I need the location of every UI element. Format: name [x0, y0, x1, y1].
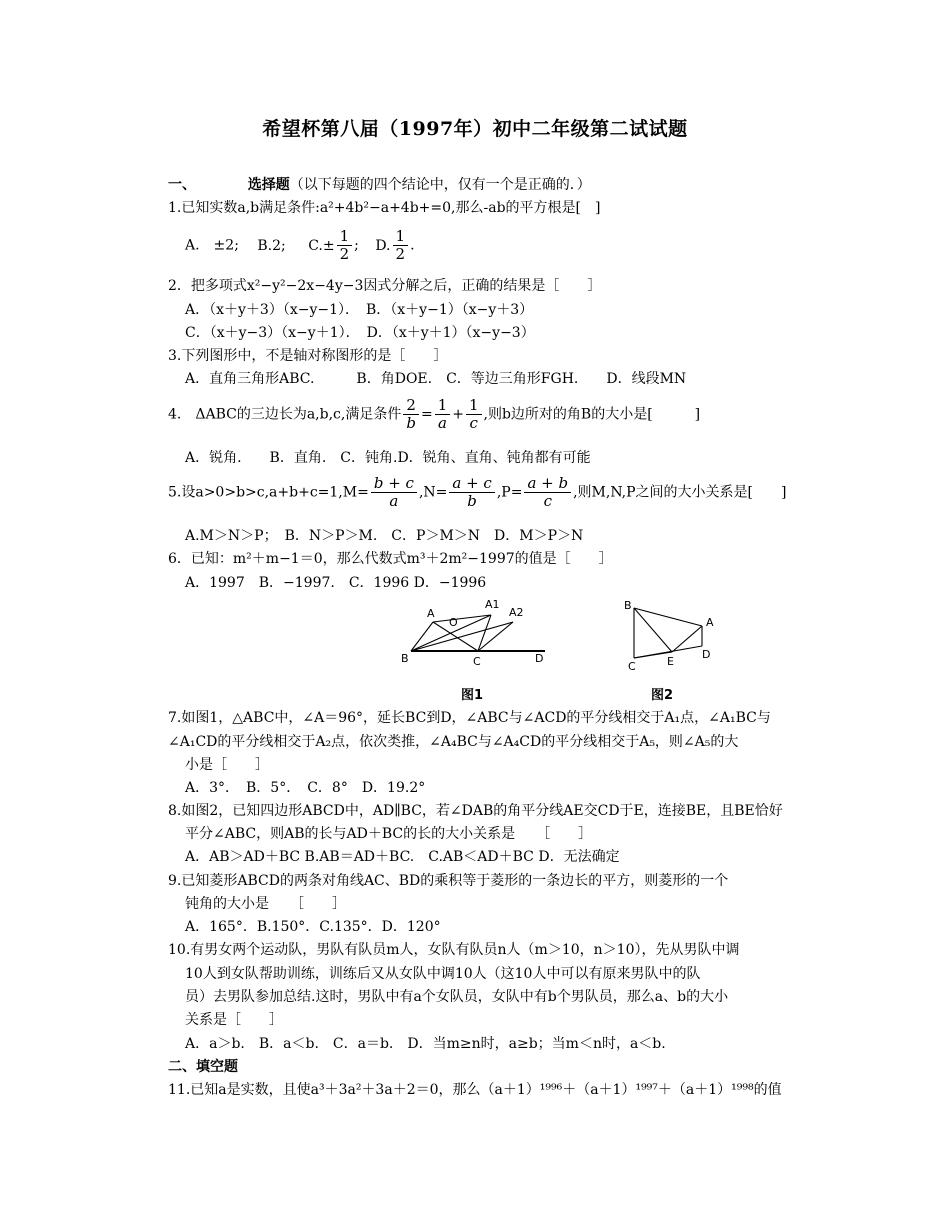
- option-c-suffix: ;: [354, 237, 359, 254]
- option-d-prefix: D.: [375, 237, 391, 254]
- question-2-options-ab: A．（x＋y＋3）（x−y−1）． B．（x＋y−1）（x−y＋3）: [185, 302, 534, 318]
- fraction-p: $\frac{a + b}{c}$: [524, 475, 571, 510]
- question-8-line-1: 8.如图2，已知四边形ABCD中，AD∥BC，若∠DAB的角平分线AE交CD于E，连接BE，且BE恰好: [168, 803, 783, 819]
- question-10-line-3: 员）去男队参加总结.这时，男队中有a个女队员，女队中有b个男队员，那么a、b的大小: [185, 989, 729, 1005]
- question-3-options: A．直角三角形ABC. B．角DOE. C．等边三角形FGH. D．线段MN: [185, 371, 687, 387]
- figure-label: C: [473, 655, 481, 668]
- question-2-options-cd: C．（x＋y−3）（x−y＋1）． D．（x＋y＋1）（x−y−3）: [185, 325, 535, 341]
- figure-label: E: [667, 655, 674, 668]
- figure-2: [622, 596, 722, 675]
- question-10-options: A．a＞b. B．a＜b. C．a＝b. D．当m≥n时，a≥b；当m＜n时，a＜b.: [185, 1036, 666, 1052]
- option-a: A. ±2;: [185, 237, 239, 254]
- question-11: 11.已知a是实数，且使a³＋3a²＋3a＋2＝0，那么（a＋1）¹⁹⁹⁶＋（a＋1）¹⁹⁹⁷＋（a＋1）¹⁹⁹⁸的值: [168, 1082, 782, 1098]
- question-6-options: A．1997 B．−1997. C．1996 D．−1996: [185, 575, 487, 591]
- section-two-header: 二、填空题: [168, 1059, 238, 1075]
- question-10-line-2: 10人到女队帮助训练，训练后又从女队中调10人（这10人中可以有原来男队中的队: [185, 966, 701, 982]
- question-10-line-1: 10.有男女两个运动队，男队有队员m人，女队有队员n人（m＞10，n＞10），先从男队中调: [168, 942, 740, 958]
- fraction: $\frac{1}{a}$: [435, 397, 451, 432]
- question-4: [168, 397, 700, 432]
- question-10-line-4: 关系是［ ］: [185, 1012, 283, 1028]
- question-7-line-1: 7.如图1，△ABC中，∠A＝96°，延长BC到D，∠ABC与∠ACD的平分线相交于A₁点，∠A₁BC与: [168, 710, 771, 726]
- question-3: 3.下列图形中，不是轴对称图形的是［ ］: [168, 348, 448, 364]
- question-7-line-3: 小是［ ］: [185, 757, 269, 773]
- page-title: 希望杯第八届（1997年）初中二年级第二试试题: [262, 118, 688, 140]
- question-4-suffix: ,则b边所对的角B的大小是[ ]: [483, 406, 701, 423]
- figure-label: D: [702, 648, 711, 661]
- figure-label: B: [401, 652, 409, 665]
- figure-label: D: [535, 652, 544, 665]
- question-4-prefix: 4. ΔABC的三边长为a,b,c,满足条件: [168, 406, 402, 423]
- section-number: 一、: [168, 177, 196, 193]
- figure-label: A2: [509, 606, 524, 619]
- fraction: $\frac{2}{b}$: [403, 397, 419, 432]
- plus-sign: +: [452, 406, 464, 423]
- fraction: $\frac{1}{2}$: [337, 228, 353, 263]
- question-5-suffix: ,则M,N,P之间的大小关系是[ ]: [573, 484, 787, 501]
- question-7-line-2: ∠A₁CD的平分线相交于A₂点，依次类推，∠A₄BC与∠A₄CD的平分线相交于A₅，则∠A₅的大: [168, 734, 739, 750]
- figure-2-caption: 图2: [651, 688, 674, 703]
- n-label: ,N=: [418, 484, 448, 501]
- question-9-line-2: 钝角的大小是 ［ ］: [185, 896, 346, 912]
- fraction: $\frac{1}{2}$: [393, 228, 409, 263]
- figure-label: O: [449, 616, 458, 629]
- section-note: （以下每题的四个结论中，仅有一个是正确的．）: [289, 177, 591, 193]
- option-d-suffix: .: [410, 237, 415, 254]
- fraction: $\frac{1}{c}$: [466, 397, 482, 432]
- question-6: 6．已知：m²＋m−1＝0，那么代数式m³＋2m²−1997的值是［ ］: [168, 551, 613, 567]
- section-label: 选择题: [247, 177, 290, 193]
- question-5-prefix: 5.设a>0>b>c,a+b+c=1,M=: [168, 484, 369, 501]
- question-1-options: [185, 228, 415, 263]
- equals-sign: =: [420, 406, 433, 423]
- question-1: 1.已知实数a,b满足条件:a²+4b²−a+4b+=0,那么-ab的平方根是[ ]: [168, 200, 601, 216]
- question-7-options: A．3°． B．5°． C．8° D．19.2°: [185, 780, 426, 796]
- question-2: 2．把多项式x²−y²−2x−4y−3因式分解之后，正确的结果是［ ］: [168, 278, 602, 294]
- figure-label: C: [628, 660, 636, 671]
- figure-1-caption: 图1: [461, 688, 484, 703]
- question-4-options: A．锐角. B．直角. C．钝角.D．锐角、直角、钝角都有可能: [185, 450, 591, 466]
- question-5: [168, 475, 786, 510]
- figure-label: B: [624, 599, 632, 612]
- question-8-options: A．AB＞AD＋BC B.AB＝AD＋BC. C.AB＜AD＋BC D．无法确定: [185, 849, 620, 865]
- figure-1: [393, 596, 553, 670]
- question-9-line-1: 9.已知菱形ABCD的两条对角线AC、BD的乘积等于菱形的一条边长的平方，则菱形的一个: [168, 873, 729, 889]
- fraction-n: $\frac{a + c}{b}$: [449, 475, 494, 510]
- question-8-line-2: 平分∠ABC，则AB的长与AD＋BC的长的大小关系是 ［ ］: [185, 826, 593, 842]
- p-label: ,P=: [496, 484, 523, 501]
- section-one-header: [168, 175, 591, 195]
- option-b: B.2;: [257, 237, 286, 254]
- figure-label: A: [427, 607, 435, 620]
- figure-label: A1: [485, 598, 500, 611]
- figure-label: A: [706, 616, 714, 629]
- question-5-options: A.M＞N＞P； B．N＞P＞M. C．P＞M＞N D．M＞P＞N: [185, 528, 584, 544]
- fraction-m: $\frac{b + c}{a}$: [371, 475, 417, 510]
- option-c-prefix: C.±: [308, 237, 335, 254]
- question-9-options: A．165°．B.150°．C.135°．D．120°: [185, 919, 441, 935]
